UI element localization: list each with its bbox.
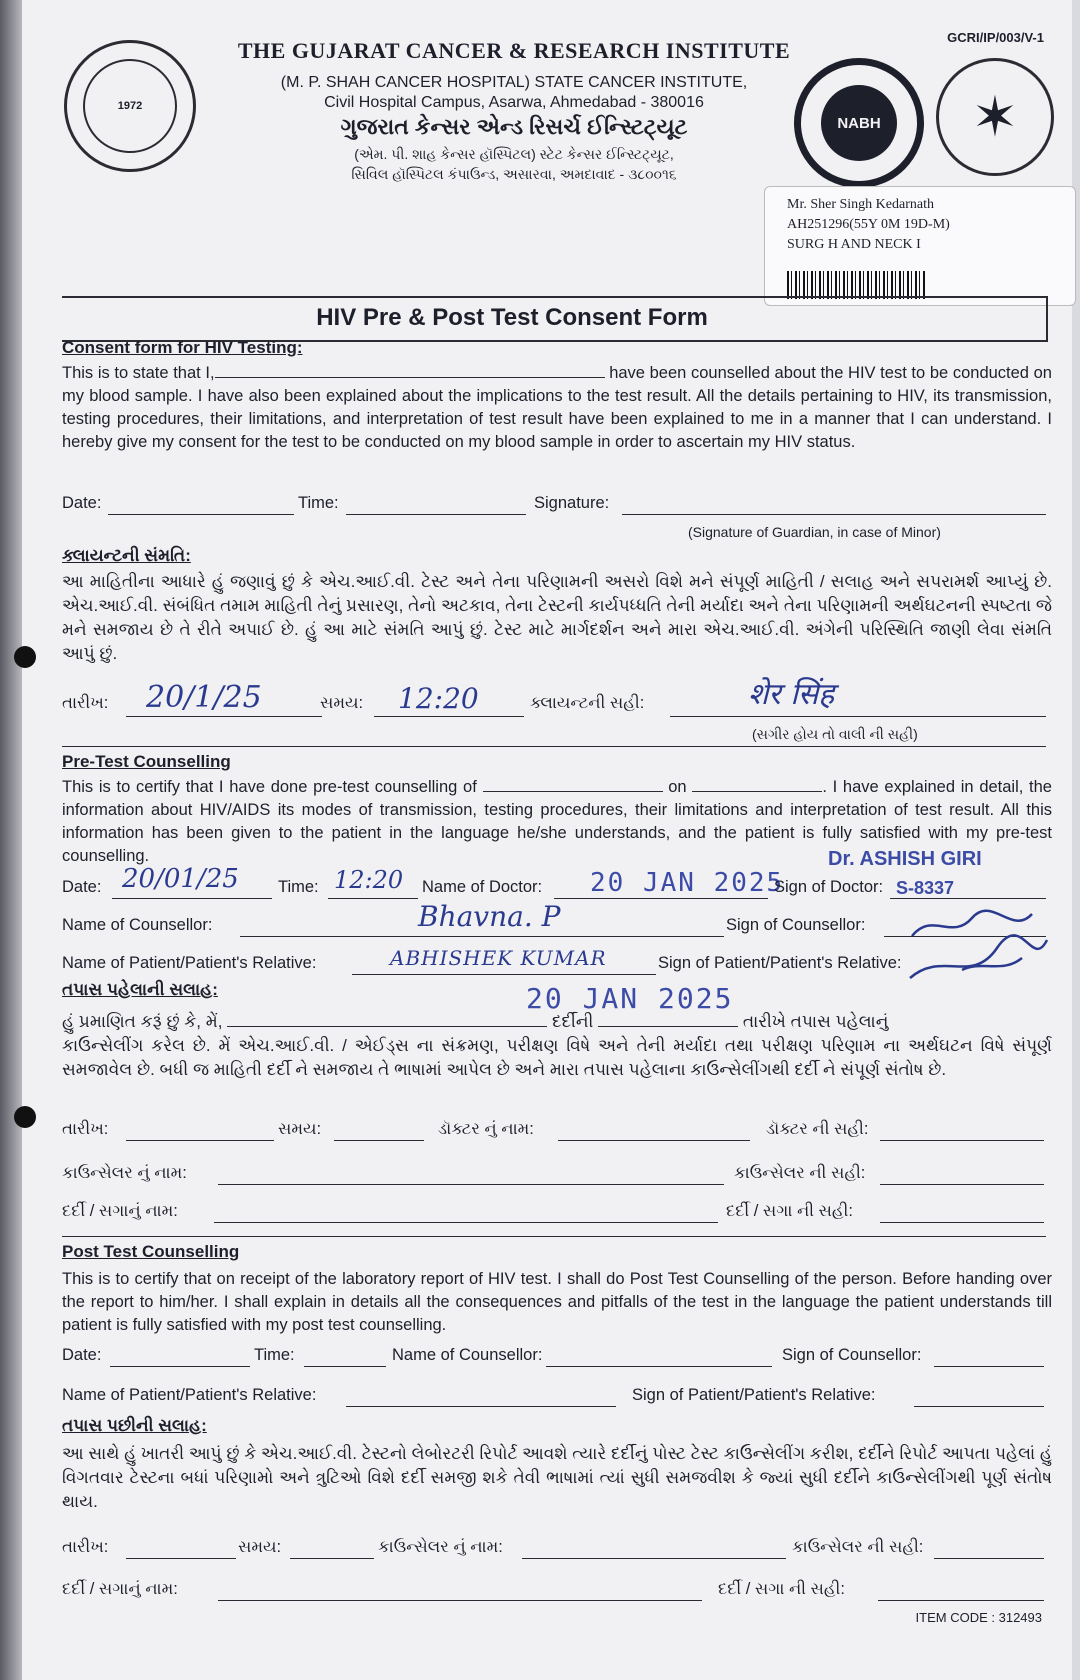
posttest-time-label: Time:	[254, 1346, 295, 1364]
section-divider	[62, 746, 1046, 747]
posttest-guj-patient-sign-field[interactable]	[878, 1600, 1044, 1601]
patient-id: AH251296(55Y 0M 19D-M)	[787, 217, 950, 232]
posttest-guj-date-field[interactable]	[126, 1558, 236, 1559]
posttest-counsellor-name-field[interactable]	[546, 1366, 772, 1367]
consent-time-label: Time:	[298, 494, 339, 512]
doctor-name-label: Name of Doctor:	[422, 878, 543, 896]
pretest-guj-heading: તપાસ પહેલાની સલાહ:	[62, 980, 218, 999]
doctor-date-stamp: 20 JAN 2025	[590, 868, 785, 898]
star-icon: ✶	[971, 85, 1019, 148]
pretest-time-field[interactable]	[328, 898, 418, 899]
doctor-sign-field[interactable]	[890, 898, 1046, 899]
pretest-guj-doctor-name-label: ડૉક્ટર નું નામ:	[438, 1120, 534, 1138]
pretest-heading: Pre-Test Counselling	[62, 752, 231, 771]
pretest-guj-patient-name-label: દર્દી / સગાનું નામ:	[62, 1202, 178, 1220]
posttest-patient-name-field[interactable]	[346, 1406, 616, 1407]
client-sign-field[interactable]	[670, 716, 1046, 717]
pretest-guj-date-label: તારીખ:	[62, 1120, 109, 1138]
pretest-guj-patient-sign-field[interactable]	[880, 1222, 1044, 1223]
pretest-guj-time-field[interactable]	[334, 1140, 424, 1141]
patient-signature	[902, 930, 1052, 990]
consent-text: This is to state that I, have been counselled about the HIV test to be conducted on my blood sample. I have also been explained about the implications to the test result. All the details pertaining to HIV, its transmission, testing procedures, their limitations, and interpretation of test result have been explained to me in a manner that I can understand. I hereby give my consent for the test to be conducted on my blood sample in order to ascertain my HIV status.	[62, 364, 1052, 451]
section-divider	[62, 1236, 1046, 1237]
client-date-field[interactable]	[126, 716, 322, 717]
doctor-name-field[interactable]	[554, 898, 768, 899]
nabh-accreditation-logo	[794, 58, 924, 188]
pretest-guj-counsellor-sign-label: કાઉન્સેલર ની સહી:	[734, 1164, 866, 1182]
client-date-label: તારીખ:	[62, 694, 109, 712]
patient-department: SURG H AND NECK I	[787, 237, 921, 252]
item-code: ITEM CODE : 312493	[915, 1610, 1042, 1625]
institute-name-gujarati: ગુજરાત કેન્સર એન્ડ રિસર્ચ ઈન્સ્ટિટ્યૂટ	[340, 114, 688, 139]
posttest-counsellor-sign-label: Sign of Counsellor:	[782, 1346, 922, 1364]
posttest-guj-patient-name-field[interactable]	[218, 1600, 702, 1601]
posttest-guj-time-field[interactable]	[290, 1558, 374, 1559]
posttest-guj-time-label: સમય:	[238, 1538, 282, 1556]
client-consent-text: આ માહિતીના આધારે હું જણાવું છું કે એચ.આઈ.વી. ટેસ્ટ અને તેના પરિણામની અસરો વિશે મને સંપૂર્ણ માહિતી / સલાહ અને સપરામર્શ આપ્યું છે. એચ.આઈ.વી. સંબંધિત તમામ માહિતી તેનું પ્રસારણ, તેનો અટકાવ, તેના ટેસ્ટની કાર્યપધ્ધતિ તેની મર્યાદા અને તેના પરિણામની અર્થઘટનની સ્પષ્ટતા જે મને સમજાય છે તે રીતે અપાઈ છે. હું આ માટે સંમતિ આપું છું. ટેસ્ટ માટે માર્ગદર્શન અને મારા એચ.આઈ.વી. અંગેની પરિસ્થિતિ જાણી લેવા સંમતિ આપું છું.	[62, 572, 1052, 663]
posttest-guj-counsellor-name-field[interactable]	[522, 1558, 786, 1559]
punch-hole	[14, 646, 36, 668]
patient-name-value: ABHISHEK KUMAR	[390, 946, 607, 970]
client-time-field[interactable]	[374, 716, 524, 717]
pretest-date-label: Date:	[62, 878, 102, 896]
pretest-time-label: Time:	[278, 878, 319, 896]
pretest-guj-doctor-sign-field[interactable]	[880, 1140, 1044, 1141]
posttest-date-label: Date:	[62, 1346, 102, 1364]
consent-signature-field[interactable]	[622, 514, 1046, 515]
posttest-heading: Post Test Counselling	[62, 1242, 240, 1261]
posttest-guj-patient-name-label: દર્દી / સગાનું નામ:	[62, 1580, 178, 1598]
gcri-logo-year: 1972	[83, 59, 177, 153]
pretest-text: This is to certify that I have done pre-test counselling of on . I have explained in detail, the information about HIV/AIDS its modes of transmission, testing procedures, their limitations and interpretation of test result. All this information has been given to the patient in the language he/she understands, and the patient is fully satisfied with my pre-test counselling.	[62, 778, 1052, 865]
pretest-guj-date-field[interactable]	[126, 1140, 274, 1141]
pretest-date-value: 20/01/25	[122, 864, 239, 894]
posttest-time-field[interactable]	[304, 1366, 386, 1367]
punch-hole	[14, 1106, 36, 1128]
doctor-sign-label: Sign of Doctor:	[774, 878, 884, 896]
institute-subtitle: (M. P. SHAH CANCER HOSPITAL) STATE CANCER INSTITUTE,	[280, 74, 748, 91]
minor-note: (સગીર હોય તો વાલી ની સહી)	[752, 726, 918, 742]
client-date-value: 20/1/25	[146, 680, 262, 715]
posttest-text: This is to certify that on receipt of the laboratory report of HIV test. I shall do Post Test Counselling of the person. Before handing over the report to him/her. I shall explain in details all the consequences and pitfalls of the test in the language the patient understands till patient is fully satisfied with my post test counselling.	[62, 1270, 1052, 1334]
counsellor-name-field[interactable]	[240, 936, 724, 937]
posttest-guj-patient-sign-label: દર્દી / સગા ની સહી:	[718, 1580, 845, 1598]
client-sign-label: ક્લાયન્ટની સહી:	[530, 694, 645, 712]
consent-time-field[interactable]	[346, 514, 526, 515]
guardian-note: (Signature of Guardian, in case of Minor)	[688, 524, 941, 540]
posttest-guj-counsellor-sign-field[interactable]	[934, 1558, 1044, 1559]
institute-subtitle-gujarati: (એમ. પી. શાહ કેન્સર હૉસ્પિટલ) સ્ટેટ કેન્સર ઈન્સ્ટિટ્યૂટ,	[354, 146, 674, 162]
client-time-label: સમય:	[320, 694, 364, 712]
consent-heading: Consent form for HIV Testing:	[62, 338, 303, 357]
posttest-patient-sign-label: Sign of Patient/Patient's Relative:	[632, 1386, 876, 1404]
pretest-guj-doctor-name-field[interactable]	[558, 1140, 750, 1141]
client-signature: शेर सिंह	[748, 677, 835, 712]
patient-name: Mr. Sher Singh Kedarnath	[787, 197, 934, 212]
pretest-guj-counsellor-name-label: કાઉન્સેલર નું નામ:	[62, 1164, 187, 1182]
consent-date-label: Date:	[62, 494, 102, 512]
consent-signature-label: Signature:	[534, 494, 610, 512]
posttest-guj-counsellor-name-label: કાઉન્સેલર નું નામ:	[378, 1538, 503, 1556]
patient-name-label: Name of Patient/Patient's Relative:	[62, 954, 317, 972]
patient-sign-label: Sign of Patient/Patient's Relative:	[658, 954, 902, 972]
posttest-counsellor-name-label: Name of Counsellor:	[392, 1346, 543, 1364]
institute-address-gujarati: સિવિલ હૉસ્પિટલ કંપાઉન્ડ, અસારવા, અમદાવાદ - ૩૮૦૦૧૬	[351, 166, 677, 182]
pretest-guj-patient-name-field[interactable]	[214, 1222, 718, 1223]
pretest-guj-counsellor-name-field[interactable]	[218, 1184, 724, 1185]
institute-name: THE GUJARAT CANCER & RESEARCH INSTITUTE	[237, 38, 791, 63]
client-time-value: 12:20	[398, 682, 479, 715]
patient-name-field[interactable]	[352, 974, 656, 975]
pretest-guj-doctor-sign-label: ડૉક્ટર ની સહી:	[766, 1120, 869, 1138]
posttest-counsellor-sign-field[interactable]	[934, 1366, 1044, 1367]
posttest-date-field[interactable]	[110, 1366, 250, 1367]
posttest-guj-counsellor-sign-label: કાઉન્સેલર ની સહી:	[792, 1538, 924, 1556]
posttest-guj-date-label: તારીખ:	[62, 1538, 109, 1556]
binder-edge	[0, 0, 22, 1680]
quality-seal-logo	[936, 58, 1054, 176]
document-code: GCRI/IP/003/V-1	[947, 30, 1044, 45]
doctor-stamp-name: Dr. ASHISH GIRI	[828, 848, 982, 870]
institute-address: Civil Hospital Campus, Asarwa, Ahmedabad - 380016	[324, 94, 704, 111]
posttest-guj-text: આ સાથે હું ખાતરી આપું છું કે એચ.આઈ.વી. ટેસ્ટનો લેબોરટરી રિપોર્ટ આવશે ત્યારે દર્દીનું પોસ્ટ ટેસ્ટ કાઉન્સેલીંગ કરીશ, દર્દીને રિપોર્ટ આપતા પહેલાં હું વિગતવાર ટેસ્ટના બધાં પરિણામો અને ત્રુટિઓ વિશે દર્દી સમજી શકે તેવી ભાષામાં ત્યાં સુધી સમજવીશ કે જ્યાં સુધી દર્દીને કાઉન્સેલીંગથી પૂર્ણ સંતોષ થાય.	[62, 1444, 1052, 1511]
pretest-guj-date-stamp: 20 JAN 2025	[526, 982, 734, 1015]
patient-id-sticker	[764, 186, 1076, 306]
counsellor-sign-label: Sign of Counsellor:	[726, 916, 866, 934]
counsellor-name-label: Name of Counsellor:	[62, 916, 213, 934]
pretest-guj-counsellor-sign-field[interactable]	[880, 1184, 1044, 1185]
consent-date-field[interactable]	[108, 514, 294, 515]
consent-form-page	[22, 0, 1072, 1680]
pretest-time-value: 12:20	[334, 866, 404, 894]
form-title: HIV Pre & Post Test Consent Form	[316, 304, 708, 331]
posttest-patient-name-label: Name of Patient/Patient's Relative:	[62, 1386, 317, 1404]
gcri-logo	[64, 40, 196, 172]
doctor-reg-stamp: S-8337	[896, 878, 955, 898]
pretest-guj-time-label: સમય:	[278, 1120, 322, 1138]
pretest-date-field[interactable]	[112, 898, 272, 899]
pretest-guj-line1: હું પ્રમાણિત કરૂં છું કે, મેં, દર્દીની તારીખે તપાસ પહેલાનું	[62, 1012, 889, 1031]
nabh-label: NABH	[821, 85, 897, 161]
pretest-guj-patient-sign-label: દર્દી / સગા ની સહી:	[726, 1202, 853, 1220]
barcode	[787, 271, 927, 299]
client-consent-heading: ક્લાયન્ટની સંમતિ:	[62, 546, 191, 565]
pretest-guj-text: કાઉન્સેલીંગ કરેલ છે. મેં એચ.આઈ.વી. / એઈડ્સ ના સંક્રમણ, પરીક્ષણ વિષે અને તેની મર્યાદા તથા પરીક્ષણ પરિણામ ના અર્થઘટન વિષે સંપૂર્ણ સમજાવેલ છે. બધી જ માહિતી દર્દી ને સમજાય તે ભાષામાં આપેલ છે અને મારા તપાસ પહેલાના કાઉન્સેલીંગથી દર્દી ને સંપૂર્ણ સંતોષ છે.	[62, 1036, 1052, 1079]
posttest-patient-sign-field[interactable]	[914, 1406, 1044, 1407]
posttest-guj-heading: તપાસ પછીની સલાહ:	[62, 1416, 207, 1435]
counsellor-name-value: Bhavna. P	[418, 900, 561, 933]
